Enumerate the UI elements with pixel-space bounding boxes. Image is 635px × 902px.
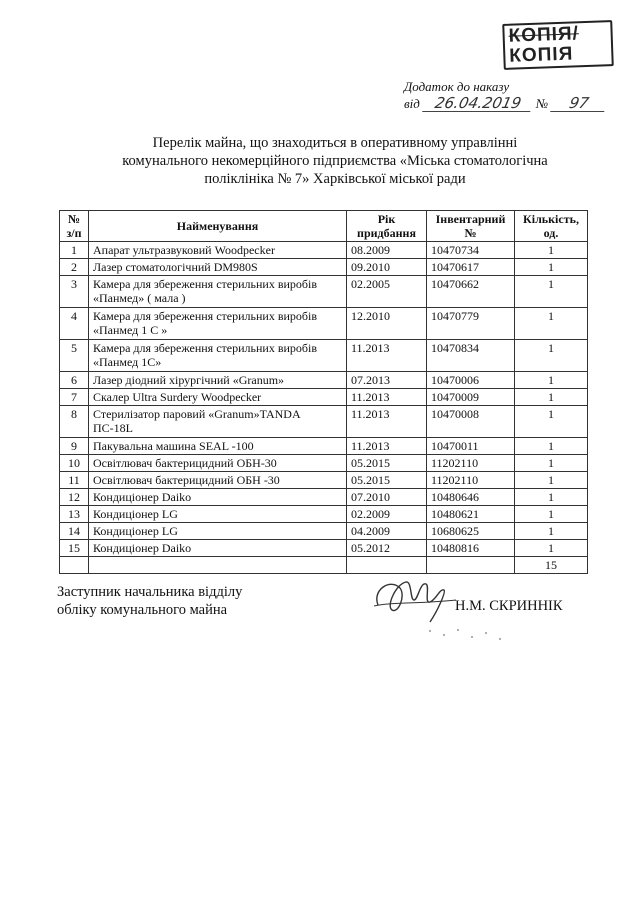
row-inventory: 10470011 <box>427 438 515 455</box>
row-quantity: 1 <box>515 372 588 389</box>
table-row <box>60 472 588 489</box>
row-number: 11 <box>60 472 89 489</box>
row-name: Камера для збереження стерильних виробів «Панмед 1 С » <box>89 308 347 340</box>
row-inventory: 10470006 <box>427 372 515 389</box>
table-row <box>60 406 588 438</box>
row-name: Освітлювач бактерицидний ОБН-30 <box>89 455 347 472</box>
row-year: 11.2013 <box>347 389 427 406</box>
header-year: Рік придбання <box>347 211 427 242</box>
row-quantity: 1 <box>515 489 588 506</box>
row-inventory: 10480646 <box>427 489 515 506</box>
signature-dots <box>420 625 510 645</box>
row-name: Камера для збереження стерильних виробів «Панмед 1С» <box>89 340 347 372</box>
row-number: 10 <box>60 455 89 472</box>
row-quantity: 1 <box>515 340 588 372</box>
row-number: 5 <box>60 340 89 372</box>
table-row <box>60 308 588 340</box>
row-number: 7 <box>60 389 89 406</box>
row-number: 4 <box>60 308 89 340</box>
total-quantity: 15 <box>515 557 588 574</box>
row-quantity: 1 <box>515 259 588 276</box>
table-header-row <box>60 211 588 242</box>
row-inventory: 11202110 <box>427 472 515 489</box>
row-name: Скалер Ultra Surdery Woodpecker <box>89 389 347 406</box>
row-quantity: 1 <box>515 438 588 455</box>
signatory-name: Н.М. СКРИННІК <box>455 598 563 614</box>
row-name: Апарат ультразвуковий Woodpecker <box>89 242 347 259</box>
table-row <box>60 242 588 259</box>
row-year: 09.2010 <box>347 259 427 276</box>
row-number: 8 <box>60 406 89 438</box>
row-inventory: 10470662 <box>427 276 515 308</box>
table-row <box>60 259 588 276</box>
header-inventory: Інвентарний № <box>427 211 515 242</box>
row-number: 15 <box>60 540 89 557</box>
order-number: 97 <box>550 95 608 112</box>
addendum-label: Додаток до наказу <box>404 79 510 94</box>
row-quantity: 1 <box>515 389 588 406</box>
row-quantity: 1 <box>515 308 588 340</box>
row-year: 11.2013 <box>347 340 427 372</box>
row-year: 05.2015 <box>347 455 427 472</box>
row-year: 11.2013 <box>347 406 427 438</box>
row-inventory: 10480621 <box>427 506 515 523</box>
row-year: 07.2013 <box>347 372 427 389</box>
table-row <box>60 276 588 308</box>
row-number: 13 <box>60 506 89 523</box>
table-row <box>60 438 588 455</box>
table-row <box>60 523 588 540</box>
header-quantity: Кількість, од. <box>515 211 588 242</box>
row-quantity: 1 <box>515 276 588 308</box>
row-number: 3 <box>60 276 89 308</box>
row-number: 6 <box>60 372 89 389</box>
row-year: 08.2009 <box>347 242 427 259</box>
header-number: № з/п <box>60 211 89 242</box>
row-year: 02.2009 <box>347 506 427 523</box>
row-name: Лазер діодний хірургічний «Granum» <box>89 372 347 389</box>
total-row <box>60 557 588 574</box>
row-inventory: 10470009 <box>427 389 515 406</box>
row-number: 9 <box>60 438 89 455</box>
row-year: 05.2015 <box>347 472 427 489</box>
row-inventory: 10470734 <box>427 242 515 259</box>
row-year: 12.2010 <box>347 308 427 340</box>
row-name: Кондиціонер Daiko <box>89 489 347 506</box>
copy-stamp: КОПІЯ/ КОПІЯ <box>502 20 614 70</box>
signatory-position: Заступник начальника відділу обліку комунального майна <box>57 584 243 618</box>
row-year: 04.2009 <box>347 523 427 540</box>
table-row <box>60 489 588 506</box>
row-year: 05.2012 <box>347 540 427 557</box>
handwritten-signature <box>370 570 460 630</box>
row-name: Кондиціонер LG <box>89 506 347 523</box>
table-row <box>60 506 588 523</box>
table-row <box>60 455 588 472</box>
row-name: Кондиціонер Daiko <box>89 540 347 557</box>
row-name: Освітлювач бактерицидний ОБН -30 <box>89 472 347 489</box>
table-row <box>60 372 588 389</box>
from-label: від <box>404 96 420 111</box>
row-inventory: 11202110 <box>427 455 515 472</box>
row-inventory: 10480816 <box>427 540 515 557</box>
row-number: 14 <box>60 523 89 540</box>
table-row <box>60 340 588 372</box>
row-number: 12 <box>60 489 89 506</box>
row-year: 07.2010 <box>347 489 427 506</box>
table-row <box>60 389 588 406</box>
inventory-table <box>59 210 588 574</box>
row-name: Кондиціонер LG <box>89 523 347 540</box>
row-name: Пакувальна машина SEAL -100 <box>89 438 347 455</box>
row-inventory: 10470779 <box>427 308 515 340</box>
row-quantity: 1 <box>515 455 588 472</box>
addendum-reference <box>404 79 606 112</box>
row-year: 02.2005 <box>347 276 427 308</box>
row-quantity: 1 <box>515 540 588 557</box>
row-quantity: 1 <box>515 523 588 540</box>
row-inventory: 10470834 <box>427 340 515 372</box>
row-quantity: 1 <box>515 406 588 438</box>
order-date: 26.04.2019 <box>422 95 534 112</box>
row-quantity: 1 <box>515 506 588 523</box>
header-name: Найменування <box>89 211 347 242</box>
number-label: № <box>535 96 549 111</box>
row-inventory: 10470617 <box>427 259 515 276</box>
row-year: 11.2013 <box>347 438 427 455</box>
document-title: Перелік майна, що знаходиться в оперативному управлінні комунального некомерційного підприємства «Міська стоматологічна поліклініка № 7» Харківської міської ради <box>122 135 548 187</box>
row-quantity: 1 <box>515 242 588 259</box>
row-number: 2 <box>60 259 89 276</box>
row-number: 1 <box>60 242 89 259</box>
row-inventory: 10680625 <box>427 523 515 540</box>
row-name: Лазер стоматологічний DM980S <box>89 259 347 276</box>
row-inventory: 10470008 <box>427 406 515 438</box>
row-name: Камера для збереження стерильних виробів «Панмед» ( мала ) <box>89 276 347 308</box>
row-quantity: 1 <box>515 472 588 489</box>
row-name: Стерилізатор паровий «Granum»TANDA ПС-18L <box>89 406 347 438</box>
table-row <box>60 540 588 557</box>
